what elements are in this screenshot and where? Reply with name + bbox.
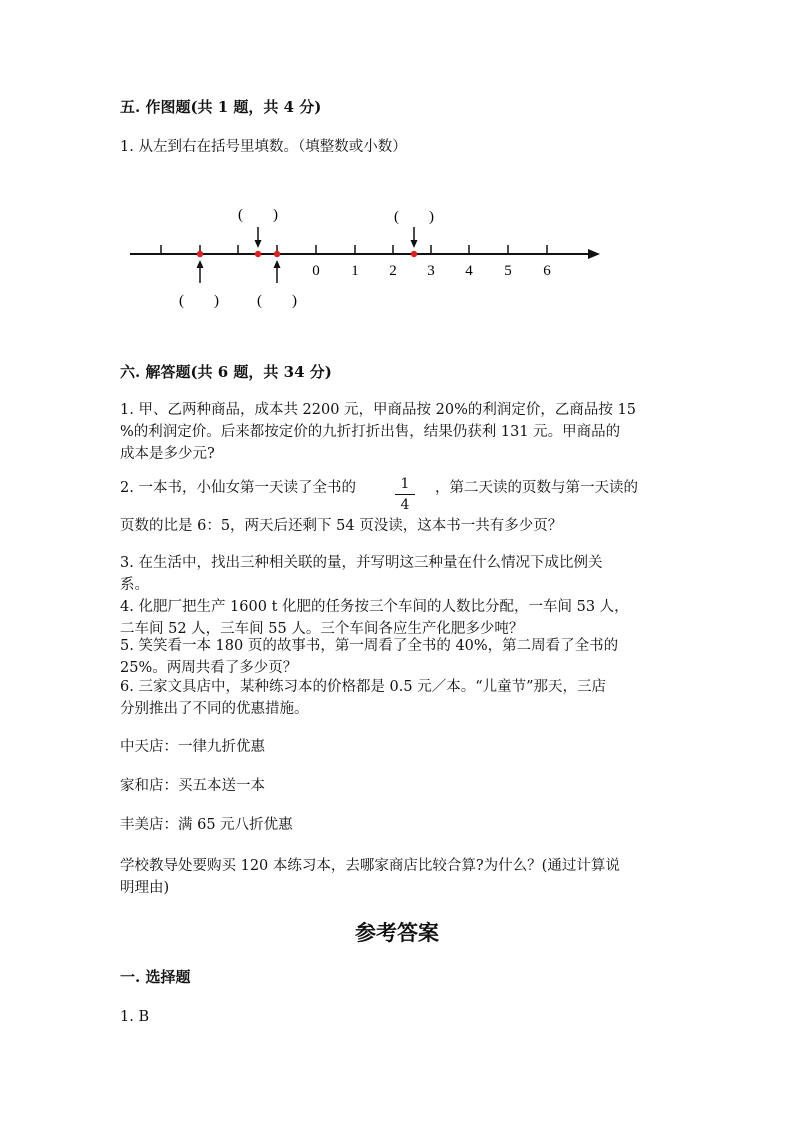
q1-line-2: %的利润定价。后来都按定价的九折打折出售，结果仍获利 131 元。甲商品的	[120, 424, 621, 440]
number-line-arrowhead	[588, 249, 600, 259]
q6-ask-line-2: 明理由)	[120, 880, 170, 896]
tick-label-2: 2	[389, 263, 397, 279]
arrow-up-icon	[197, 260, 204, 268]
section6-heading: 六. 解答题(共 6 题，共 34 分)	[120, 363, 332, 381]
q3-line-1: 3. 在生活中，找出三种相关联的量，并写明这三种量在什么情况下成比例关	[120, 555, 603, 571]
blank-bottom-left: ( )	[179, 293, 219, 309]
tick-label-3: 3	[427, 263, 435, 279]
point-a	[197, 251, 203, 257]
shop-jiahe: 家和店：买五本送一本	[120, 778, 265, 794]
q4-line-1: 4. 化肥厂把生产 1600 t 化肥的任务按三个车间的人数比分配，一车间 53 人，	[120, 599, 629, 615]
tick-label-5: 5	[504, 263, 512, 279]
shop-zhongtian: 中天店：一律九折优惠	[120, 739, 265, 755]
number-line-ticks	[161, 245, 547, 254]
q5-line-2: 25%。两周共看了多少页？	[120, 660, 298, 676]
section5-heading: 五. 作图题(共 1 题，共 4 分)	[120, 98, 322, 116]
q6-ask-line-1: 学校教导处要购买 120 本练习本，去哪家商店比较合算?为什么？(通过计算说	[120, 858, 620, 874]
blank-top-right: ( )	[394, 209, 434, 225]
q5-line-1: 5. 笑笑看一本 180 页的故事书，第一周看了全书的 40%，第二周看了全书的	[120, 638, 619, 654]
point-c	[274, 251, 280, 257]
arrow-down-icon	[255, 240, 262, 248]
q1-line-3: 成本是多少元?	[120, 446, 215, 462]
q6-line-1: 6. 三家文具店中，某种练习本的价格都是 0.5 元／本。“儿童节”那天，三店	[120, 679, 607, 695]
fraction-bar	[395, 494, 415, 495]
arrow-up-icon	[274, 260, 281, 268]
q4-line-2: 二车间 52 人，三车间 55 人。三个车间各应生产化肥多少吨？	[120, 621, 524, 637]
q2-line-2: 页数的比是 6：5，两天后还剩下 54 页没读，这本书一共有多少页？	[120, 518, 563, 534]
number-line-figure	[120, 190, 610, 320]
q3-line-2: 系。	[120, 577, 149, 593]
answers-section1-heading: 一. 选择题	[120, 968, 191, 986]
q2-part-2: ，第二天读的页数与第一天读的	[435, 480, 638, 496]
fraction-one-quarter	[395, 476, 415, 513]
tick-label-1: 1	[351, 263, 359, 279]
tick-label-4: 4	[465, 263, 473, 279]
point-d	[411, 251, 417, 257]
fraction-numerator: 1	[400, 476, 410, 492]
blank-top-left: ( )	[238, 207, 278, 223]
q2-part-1: 2. 一本书，小仙女第一天读了全书的	[120, 480, 356, 496]
q1-line-1: 1. 甲、乙两种商品，成本共 2200 元，甲商品按 20%的利润定价，乙商品按 15	[120, 402, 636, 418]
tick-label-6: 6	[543, 263, 551, 279]
arrow-down-icon	[411, 240, 418, 248]
fraction-denominator: 4	[400, 497, 410, 513]
answer-1: 1. B	[120, 1009, 150, 1025]
q6-line-2: 分别推出了不同的优惠措施。	[120, 701, 309, 717]
point-b	[255, 251, 261, 257]
blank-bottom-right: ( )	[257, 293, 297, 309]
shop-fengmei: 丰美店：满 65 元八折优惠	[120, 817, 293, 833]
tick-label-0: 0	[312, 263, 320, 279]
section5-question-1: 1. 从左到右在括号里填数。（填整数或小数）	[120, 139, 407, 155]
answers-title: 参考答案	[355, 920, 439, 945]
